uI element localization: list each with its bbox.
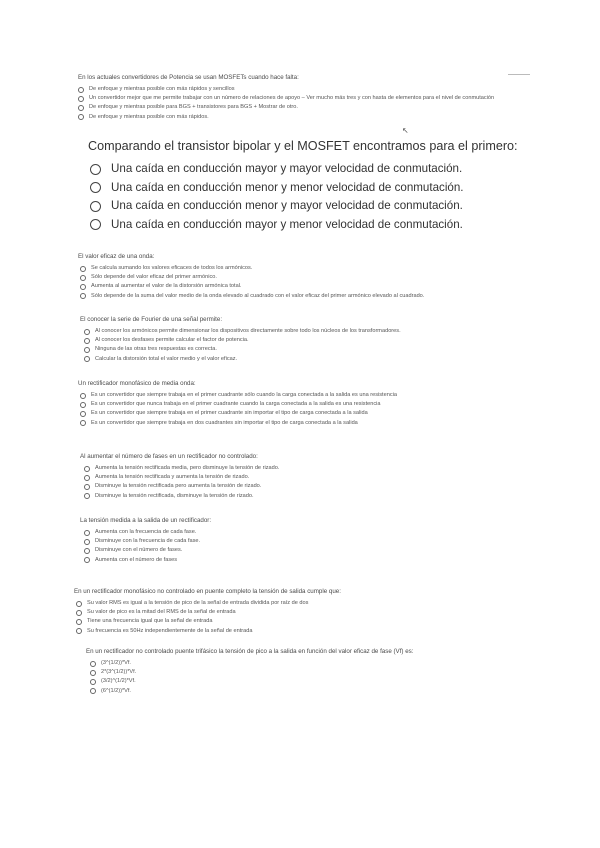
radio-icon[interactable] bbox=[80, 393, 86, 399]
cursor-icon: ↖ bbox=[402, 126, 409, 135]
question-8 bbox=[0, 588, 600, 636]
option[interactable]: Una caída en conducción menor y menor velocidad de conmutación. bbox=[90, 179, 600, 198]
question-7 bbox=[0, 517, 600, 565]
option[interactable]: Aumenta con la frecuencia de cada fase. bbox=[84, 528, 600, 537]
option[interactable]: Tiene una frecuencia igual que la señal de entrada bbox=[76, 617, 600, 626]
radio-icon[interactable] bbox=[84, 338, 90, 344]
option[interactable]: Aumenta con el número de fases bbox=[84, 556, 600, 565]
radio-icon[interactable] bbox=[78, 105, 84, 111]
option[interactable]: Disminuye con el número de fases. bbox=[84, 546, 600, 555]
option[interactable]: Su valor de pico es la mitad del RMS de la señal de entrada bbox=[76, 608, 600, 617]
option[interactable]: Un convertidor mejor que me permite trabajar con un número de relaciones de apoyo – Ver mucho más tres y con hasta de elementos para el nivel de conmutación bbox=[78, 94, 600, 103]
radio-icon[interactable] bbox=[84, 484, 90, 490]
radio-icon[interactable] bbox=[84, 329, 90, 335]
question-stem: Un rectificador monofásico de media onda: bbox=[78, 380, 196, 387]
radio-icon[interactable] bbox=[80, 284, 86, 290]
question-2 bbox=[0, 139, 600, 234]
option[interactable]: Aumenta la tensión rectificada y aumenta la tensión de rizado. bbox=[84, 473, 600, 482]
radio-icon[interactable] bbox=[90, 688, 96, 694]
radio-icon[interactable] bbox=[90, 201, 101, 212]
radio-icon[interactable] bbox=[84, 557, 90, 563]
question-stem: En un rectificador no controlado puente trifásico la tensión de pico a la salida en función del valor eficaz de fase (Vf) es: bbox=[86, 648, 414, 655]
question-9 bbox=[0, 648, 600, 696]
question-3 bbox=[0, 253, 600, 301]
radio-icon[interactable] bbox=[80, 411, 86, 417]
option[interactable]: Sólo depende de la suma del valor medio de la onda elevado al cuadrado con el valor eficaz del primer armónico elevado al cuadrado. bbox=[80, 292, 600, 301]
option[interactable]: Es un convertidor que siempre trabaja en el primer cuadrante sin importar el tipo de carga conectada a la salida bbox=[80, 409, 600, 418]
option[interactable]: Una caída en conducción mayor y mayor velocidad de conmutación. bbox=[90, 160, 600, 179]
radio-icon[interactable] bbox=[90, 679, 96, 685]
option[interactable]: Al conocer los desfases permite calcular el factor de potencia. bbox=[84, 336, 600, 345]
option[interactable]: Disminuye la tensión rectificada, disminuye la tensión de rizado. bbox=[84, 492, 600, 501]
option[interactable]: (3^(1/2))*Vf. bbox=[90, 659, 600, 668]
option[interactable]: Al conocer los armónicos permite dimensionar los dispositivos directamente sobre todo los núcleos de los transformadores. bbox=[84, 327, 600, 336]
radio-icon[interactable] bbox=[84, 530, 90, 536]
radio-icon[interactable] bbox=[90, 661, 96, 667]
question-stem: El conocer la serie de Fourier de una señal permite: bbox=[80, 316, 223, 323]
question-5 bbox=[0, 380, 600, 428]
question-stem: La tensión medida a la salida de un rectificador: bbox=[80, 517, 212, 524]
option[interactable]: 2*(3^(1/2))*Vf. bbox=[90, 668, 600, 677]
radio-icon[interactable] bbox=[76, 619, 82, 625]
radio-icon[interactable] bbox=[90, 670, 96, 676]
radio-icon[interactable] bbox=[80, 293, 86, 299]
option[interactable]: Calcular la distorsión total el valor medio y el valor eficaz. bbox=[84, 355, 600, 364]
radio-icon[interactable] bbox=[84, 356, 90, 362]
option[interactable]: Sólo depende del valor eficaz del primer armónico. bbox=[80, 273, 600, 282]
option[interactable]: Se calcula sumando los valores eficaces de todos los armónicos. bbox=[80, 264, 600, 273]
radio-icon[interactable] bbox=[90, 182, 101, 193]
question-stem: Al aumentar el número de fases en un rectificador no controlado: bbox=[80, 453, 258, 460]
radio-icon[interactable] bbox=[78, 114, 84, 120]
option[interactable]: De enfoque y mientras posible con más rápidos. bbox=[78, 113, 600, 122]
radio-icon[interactable] bbox=[84, 475, 90, 481]
option[interactable]: Su valor RMS es igual a la tensión de pico de la señal de entrada dividida por raíz de dos bbox=[76, 599, 600, 608]
option[interactable]: Aumenta la tensión rectificada media, pero disminuye la tensión de rizado. bbox=[84, 464, 600, 473]
radio-icon[interactable] bbox=[90, 164, 101, 175]
option[interactable]: (6^(1/2))*Vf. bbox=[90, 687, 600, 696]
option[interactable]: Su frecuencia es 50Hz independientemente de la señal de entrada bbox=[76, 627, 600, 636]
radio-icon[interactable] bbox=[84, 548, 90, 554]
option[interactable]: Es un convertidor que nunca trabaja en el primer cuadrante cuando la carga conectada a la salida es una resistencia bbox=[80, 400, 600, 409]
option[interactable]: Es un convertidor que siempre trabaja en el primer cuadrante sólo cuando la carga conectada a la salida es una resistencia bbox=[80, 391, 600, 400]
radio-icon[interactable] bbox=[76, 610, 82, 616]
radio-icon[interactable] bbox=[84, 539, 90, 545]
option[interactable]: Es un convertidor que siempre trabaja en dos cuadrantes sin importar el tipo de carga conectada a la salida bbox=[80, 419, 600, 428]
option[interactable]: Disminuye la tensión rectificada pero aumenta la tensión de rizado. bbox=[84, 482, 600, 491]
radio-icon[interactable] bbox=[90, 219, 101, 230]
radio-icon[interactable] bbox=[78, 87, 84, 93]
question-4 bbox=[0, 316, 600, 364]
option[interactable]: (3/2)^(1/2)*Vf. bbox=[90, 677, 600, 686]
radio-icon[interactable] bbox=[80, 402, 86, 408]
radio-icon[interactable] bbox=[80, 266, 86, 272]
option[interactable]: De enfoque y mientras posible con más rápidos y sencillos bbox=[78, 85, 600, 94]
radio-icon[interactable] bbox=[80, 420, 86, 426]
radio-icon[interactable] bbox=[78, 96, 84, 102]
radio-icon[interactable] bbox=[76, 601, 82, 607]
option[interactable]: Una caída en conducción mayor y menor velocidad de conmutación. bbox=[90, 216, 600, 235]
option[interactable]: Una caída en conducción menor y mayor velocidad de conmutación. bbox=[90, 197, 600, 216]
radio-icon[interactable] bbox=[84, 493, 90, 499]
option[interactable]: Aumenta al aumentar el valor de la distorsión armónica total. bbox=[80, 282, 600, 291]
radio-icon[interactable] bbox=[84, 347, 90, 353]
question-stem: En los actuales convertidores de Potencia se usan MOSFETs cuando hace falta: bbox=[78, 74, 299, 81]
option[interactable]: De enfoque y mientras posible para BGS + transistores para BGS + Mostrar de otro. bbox=[78, 103, 600, 112]
radio-icon[interactable] bbox=[84, 466, 90, 472]
radio-icon[interactable] bbox=[76, 628, 82, 634]
radio-icon[interactable] bbox=[80, 275, 86, 281]
question-stem: El valor eficaz de una onda: bbox=[78, 253, 155, 260]
question-stem: Comparando el transistor bipolar y el MOSFET encontramos para el primero: bbox=[88, 139, 518, 153]
question-stem: En un rectificador monofásico no controlado en puente completo la tensión de salida cumple que: bbox=[74, 588, 341, 595]
option[interactable]: Disminuye con la frecuencia de cada fase. bbox=[84, 537, 600, 546]
option[interactable]: Ninguna de las otras tres respuestas es correcta. bbox=[84, 345, 600, 354]
question-1 bbox=[0, 74, 600, 122]
question-6 bbox=[0, 453, 600, 501]
